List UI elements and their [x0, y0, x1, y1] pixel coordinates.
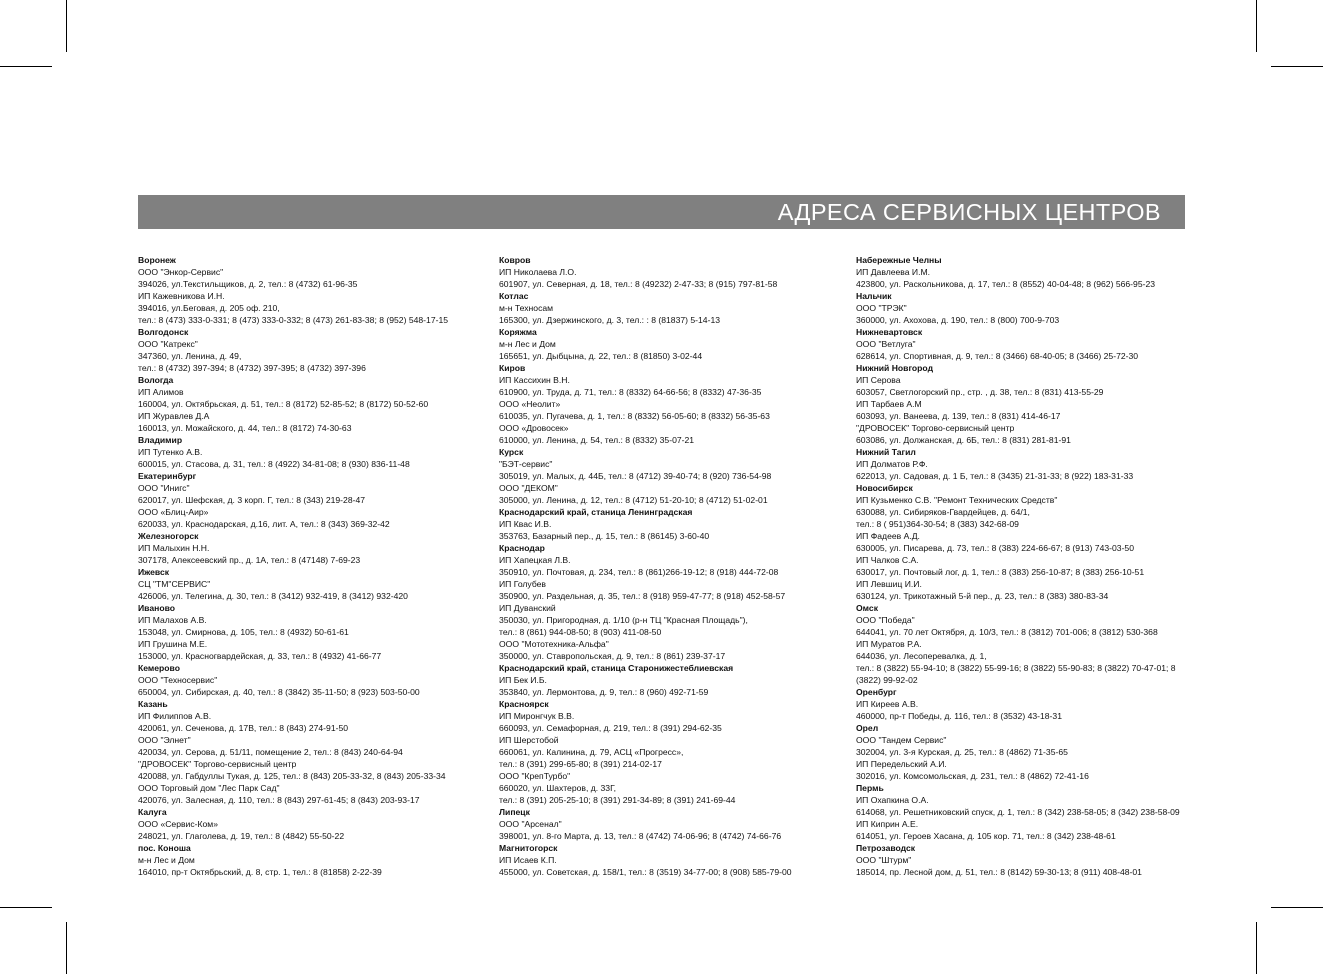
- address-line: ИП Филиппов А.В.: [138, 711, 212, 721]
- address-line: "БЭТ-сервис": [499, 459, 553, 469]
- address-line: 426006, ул. Телегина, д. 30, тел.: 8 (3412) 932-419, 8 (3412) 932-420: [138, 591, 408, 601]
- address-line: "ДРОВОСЕК" Торгово-сервисный центр: [138, 759, 297, 769]
- address-line: 650004, ул. Сибирская, д. 40, тел.: 8 (3842) 35-11-50; 8 (923) 503-50-00: [138, 687, 420, 697]
- address-line: 350000, ул. Ставропольская, д. 9, тел.: 8 (861) 239-37-17: [499, 651, 726, 661]
- address-line: 160004, ул. Октябрьская, д. 51, тел.: 8 (8172) 52-85-52; 8 (8172) 50-52-60: [138, 399, 429, 409]
- city-heading: Воронеж: [138, 255, 176, 265]
- city-heading: Киров: [499, 363, 526, 373]
- address-line: ИП Хапецкая Л.В.: [499, 555, 571, 565]
- address-line: 394026, ул.Текстильщиков, д. 2, тел.: 8 (4732) 61-96-35: [138, 279, 358, 289]
- crop-mark: [1271, 66, 1323, 67]
- address-line: ИП Передельский А.И.: [856, 759, 947, 769]
- city-heading: Екатеринбург: [138, 471, 197, 481]
- address-line: 394016, ул.Беговая, д. 205 оф. 210,: [138, 303, 280, 313]
- address-line: ИП Николаева Л.О.: [499, 267, 577, 277]
- address-line: ИП Тутенко А.В.: [138, 447, 203, 457]
- city-heading: Вологда: [138, 375, 174, 385]
- address-line: ООО "Арсенал": [499, 819, 562, 829]
- address-line: 610900, ул. Труда, д. 71, тел.: 8 (8332) 64-66-56; 8 (8332) 47-36-35: [499, 387, 762, 397]
- address-line: "ДРОВОСЕК" Торгово-сервисный центр: [856, 423, 1015, 433]
- address-line: ИП Малахов А.В.: [138, 615, 207, 625]
- city-heading: Котлас: [499, 291, 529, 301]
- address-line: тел.: 8 (391) 299-65-80; 8 (391) 214-02-17: [499, 759, 662, 769]
- address-line: м-н Лес и Дом: [499, 339, 556, 349]
- city-heading: Железногорск: [138, 531, 199, 541]
- address-line: ИП Кассихин В.Н.: [499, 375, 570, 385]
- address-line: ИП Охапкина О.А.: [856, 795, 929, 805]
- address-line: 185014, пр. Лесной дом, д. 51, тел.: 8 (8142) 59-30-13; 8 (911) 408-48-01: [856, 867, 1142, 877]
- city-heading: Коряжма: [499, 327, 537, 337]
- address-line: 305019, ул. Малых, д. 44Б, тел.: 8 (4712) 39-40-74; 8 (920) 736-54-98: [499, 471, 772, 481]
- city-heading: пос. Коноша: [138, 843, 191, 853]
- address-line: ИП Серова: [856, 375, 901, 385]
- address-line: ИП Дуванский: [499, 603, 556, 613]
- address-line: ИП Голубев: [499, 579, 546, 589]
- address-column-1: [138, 254, 448, 878]
- address-line: 165651, ул. Дыбцына, д. 22, тел.: 8 (81850) 3-02-44: [499, 351, 703, 361]
- address-line: ИП Алимов: [138, 387, 184, 397]
- city-heading: Краснодар: [499, 543, 545, 553]
- city-heading: Иваново: [138, 603, 175, 613]
- address-line: тел.: 8 (473) 333-0-331; 8 (473) 333-0-332; 8 (473) 261-83-38; 8 (952) 548-17-15: [138, 315, 449, 325]
- address-line: 420088, ул. Габдуллы Тукая, д. 125, тел.: 8 (843) 205-33-32, 8 (843) 205-33-34: [138, 771, 446, 781]
- address-line: 165300, ул. Дзержинского, д. 3, тел.: : 8 (81837) 5-14-13: [499, 315, 721, 325]
- address-line: 398001, ул. 8-го Марта, д. 13, тел.: 8 (4742) 74-06-96; 8 (4742) 74-66-76: [499, 831, 782, 841]
- city-heading: Ковров: [499, 255, 531, 265]
- page-title: АДРЕСА СЕРВИСНЫХ ЦЕНТРОВ: [777, 199, 1161, 225]
- address-line: 302016, ул. Комсомольская, д. 231, тел.: 8 (4862) 72-41-16: [856, 771, 1089, 781]
- address-line: 350030, ул. Пригородная, д. 1/10 (р-н ТЦ "Красная Площадь"),: [499, 615, 748, 625]
- city-heading: Краснодарский край, станица Ленинградская: [499, 507, 693, 517]
- address-line: 153048, ул. Смирнова, д. 105, тел.: 8 (4932) 50-61-61: [138, 627, 349, 637]
- address-line: 660093, ул. Семафорная, д. 219, тел.: 8 (391) 294-62-35: [499, 723, 722, 733]
- address-line: ИП Журавлев Д.А: [138, 411, 210, 421]
- city-heading: Казань: [138, 699, 168, 709]
- address-line: 644041, ул. 70 лет Октября, д. 10/3, тел.: 8 (3812) 701-006; 8 (3812) 530-368: [856, 627, 1158, 637]
- address-line: ООО "ТРЭК": [856, 303, 907, 313]
- address-line: 160013, ул. Можайского, д. 44, тел.: 8 (8172) 74-30-63: [138, 423, 352, 433]
- address-line: ИП Чалков С.А.: [856, 555, 919, 565]
- address-line: 614051, ул. Героев Хасана, д. 105 кор. 71, тел.: 8 (342) 238-48-61: [856, 831, 1116, 841]
- address-line: ИП Тарбаев А.М: [856, 399, 922, 409]
- address-line: 420061, ул. Сеченова, д. 17В, тел.: 8 (843) 274-91-50: [138, 723, 349, 733]
- crop-mark: [1271, 907, 1323, 908]
- address-line: ИП Бек И.Б.: [499, 675, 547, 685]
- address-line: 630088, ул. Сибиряков-Гвардейцев, д. 64/1,: [856, 507, 1030, 517]
- city-heading: Омск: [856, 603, 879, 613]
- address-line: 302004, ул. 3-я Курская, д. 25, тел.: 8 (4862) 71-35-65: [856, 747, 1068, 757]
- address-line: 350910, ул. Почтовая, д. 234, тел.: 8 (861)266-19-12; 8 (918) 444-72-08: [499, 567, 779, 577]
- city-heading: Волгодонск: [138, 327, 189, 337]
- address-line: ООО "Победа": [856, 615, 915, 625]
- crop-mark: [66, 922, 67, 974]
- address-line: 603057, Светлогорский пр., стр. , д. 38, тел.: 8 (831) 413-55-29: [856, 387, 1104, 397]
- address-line: 353763, Базарный пер., д. 15, тел.: 8 (86145) 3-60-40: [499, 531, 710, 541]
- address-line: (3822) 99-92-02: [856, 675, 918, 685]
- address-line: 350900, ул. Раздельная, д. 35, тел.: 8 (918) 959-47-77; 8 (918) 452-58-57: [499, 591, 786, 601]
- crop-mark: [0, 907, 52, 908]
- address-line: ООО "Штурм": [856, 855, 912, 865]
- address-line: 660061, ул. Калинина, д. 79, АСЦ «Прогресс»,: [499, 747, 684, 757]
- address-line: тел.: 8 (3822) 55-94-10; 8 (3822) 55-99-16; 8 (3822) 55-90-83; 8 (3822) 70-47-01; 8: [856, 663, 1176, 673]
- address-line: 628614, ул. Спортивная, д. 9, тел.: 8 (3466) 68-40-05; 8 (3466) 25-72-30: [856, 351, 1139, 361]
- address-line: тел.: 8 ( 951)364-30-54; 8 (383) 342-68-09: [856, 519, 1019, 529]
- crop-mark: [66, 0, 67, 52]
- city-heading: Владимир: [138, 435, 183, 445]
- city-heading: Нижний Тагил: [856, 447, 916, 457]
- address-line: ИП Киреев А.В.: [856, 699, 919, 709]
- address-column-3: [856, 254, 1180, 878]
- address-line: ИП Квас И.В.: [499, 519, 552, 529]
- address-line: ИП Киприн А.Е.: [856, 819, 919, 829]
- crop-mark: [1256, 0, 1257, 52]
- address-line: ООО «Неолит»: [499, 399, 561, 409]
- address-line: 603093, ул. Ванеева, д. 139, тел.: 8 (831) 414-46-17: [856, 411, 1061, 421]
- address-line: ООО "Элнет": [138, 735, 191, 745]
- address-line: 630005, ул. Писарева, д. 73, тел.: 8 (383) 224-66-67; 8 (913) 743-03-50: [856, 543, 1134, 553]
- address-line: м-н Лес и Дом: [138, 855, 195, 865]
- address-line: ООО Торговый дом "Лес Парк Сад": [138, 783, 280, 793]
- address-line: 307178, Алексеевский пр., д. 1А, тел.: 8 (47148) 7-69-23: [138, 555, 361, 565]
- address-line: 305000, ул. Ленина, д. 12, тел.: 8 (4712) 51-20-10; 8 (4712) 51-02-01: [499, 495, 768, 505]
- city-heading: Кемерово: [138, 663, 180, 673]
- address-line: 610035, ул. Пугачева, д. 1, тел.: 8 (8332) 56-05-60; 8 (8332) 56-35-63: [499, 411, 770, 421]
- address-line: ООО "Энкор-Сервис": [138, 267, 224, 277]
- address-line: 603086, ул. Должанская, д. 6Б, тел.: 8 (831) 281-81-91: [856, 435, 1071, 445]
- address-line: ИП Давлеева И.М.: [856, 267, 931, 277]
- address-line: 248021, ул. Глаголева, д. 19, тел.: 8 (4842) 55-50-22: [138, 831, 345, 841]
- address-line: 455000, ул. Советская, д. 158/1, тел.: 8 (3519) 34-77-00; 8 (908) 585-79-00: [499, 867, 792, 877]
- city-heading: Пермь: [856, 783, 884, 793]
- address-line: 610000, ул. Ленина, д. 54, тел.: 8 (8332) 35-07-21: [499, 435, 695, 445]
- address-line: ООО «Сервис-Ком»: [138, 819, 218, 829]
- city-heading: Нижний Новгород: [856, 363, 934, 373]
- crop-mark: [1256, 922, 1257, 974]
- address-line: 660020, ул. Шахтеров, д. 33Г,: [499, 783, 617, 793]
- address-line: ООО "Мототехника-Альфа": [499, 639, 609, 649]
- address-line: ИП Миронгчук В.В.: [499, 711, 575, 721]
- address-line: ООО "Техносервис": [138, 675, 218, 685]
- city-heading: Оренбург: [856, 687, 897, 697]
- address-line: ООО "Тандем Сервис": [856, 735, 947, 745]
- address-line: ИП Малыхин Н.Н.: [138, 543, 210, 553]
- address-line: ООО "ДЕКОМ": [499, 483, 558, 493]
- city-heading: Краснодарский край, станица Старонижестеблиевская: [499, 663, 734, 673]
- section-header-bar: [138, 195, 1185, 229]
- address-line: 622013, ул. Садовая, д. 1 Б, тел.: 8 (3435) 21-31-33; 8 (922) 183-31-33: [856, 471, 1134, 481]
- address-line: 353840, ул. Лермонтова, д. 9, тел.: 8 (960) 492-71-59: [499, 687, 709, 697]
- address-line: 600015, ул. Стасова, д. 31, тел.: 8 (4922) 34-81-08; 8 (930) 836-11-48: [138, 459, 410, 469]
- address-line: ООО «Дровосек»: [499, 423, 569, 433]
- address-line: 630124, ул. Трикотажный 5-й пер., д. 23, тел.: 8 (383) 380-83-34: [856, 591, 1109, 601]
- address-line: 164010, пр-т Октябрьский, д. 8, стр. 1, тел.: 8 (81858) 2-22-39: [138, 867, 382, 877]
- address-line: 644036, ул. Лесоперевалка, д. 1,: [856, 651, 987, 661]
- city-heading: Петрозаводск: [856, 843, 916, 853]
- address-line: тел.: 8 (861) 944-08-50; 8 (903) 411-08-50: [499, 627, 662, 637]
- address-line: 614068, ул. Решетниковский спуск, д. 1, тел.: 8 (342) 238-58-05; 8 (342) 238-58-09: [856, 807, 1180, 817]
- address-line: ИП Левшиц И.И.: [856, 579, 922, 589]
- city-heading: Красноярск: [499, 699, 549, 709]
- city-heading: Калуга: [138, 807, 167, 817]
- address-line: 153000, ул. Красногвардейская, д. 33, тел.: 8 (4932) 41-66-77: [138, 651, 382, 661]
- address-line: ИП Шерстобой: [499, 735, 559, 745]
- address-line: 620033, ул. Краснодарская, д.16, лит. А, тел.: 8 (343) 369-32-42: [138, 519, 390, 529]
- address-line: ООО "КрепТурбо": [499, 771, 571, 781]
- address-line: 347360, ул. Ленина, д. 49,: [138, 351, 242, 361]
- address-line: тел.: 8 (4732) 397-394; 8 (4732) 397-395; 8 (4732) 397-396: [138, 363, 366, 373]
- address-line: СЦ "ТМ"СЕРВИС": [138, 579, 211, 589]
- address-column-2: [499, 254, 792, 878]
- city-heading: Магнитогорск: [499, 843, 558, 853]
- address-line: ИП Грушина М.Е.: [138, 639, 208, 649]
- address-line: ИП Фадеев А.Д.: [856, 531, 920, 541]
- address-line: 620017, ул. Шефская, д. 3 корп. Г, тел.: 8 (343) 219-28-47: [138, 495, 366, 505]
- address-line: ООО "Инигс": [138, 483, 190, 493]
- address-line: 460000, пр-т Победы, д. 116, тел.: 8 (3532) 43-18-31: [856, 711, 1062, 721]
- address-line: ООО «Блиц-Аир»: [138, 507, 209, 517]
- address-line: 601907, ул. Северная, д. 18, тел.: 8 (49232) 2-47-33; 8 (915) 797-81-58: [499, 279, 778, 289]
- address-line: ИП Муратов Р.А.: [856, 639, 922, 649]
- city-heading: Курск: [499, 447, 524, 457]
- address-line: ИП Исаев К.П.: [499, 855, 557, 865]
- address-line: ИП Кажевникова И.Н.: [138, 291, 225, 301]
- address-line: 420076, ул. Залесная, д. 110, тел.: 8 (843) 297-61-45; 8 (843) 203-93-17: [138, 795, 420, 805]
- address-line: ООО "Катрекс": [138, 339, 198, 349]
- address-line: 423800, ул. Раскольникова, д. 17, тел.: 8 (8552) 40-04-48; 8 (962) 566-95-23: [856, 279, 1156, 289]
- city-heading: Орел: [856, 723, 879, 733]
- address-line: 420034, ул. Серова, д. 51/11, помещение 2, тел.: 8 (843) 240-64-94: [138, 747, 403, 757]
- address-line: ООО "Ветлуга": [856, 339, 916, 349]
- address-line: ИП Долматов Р.Ф.: [856, 459, 928, 469]
- address-line: 360000, ул. Ахохова, д. 190, тел.: 8 (800) 700-9-703: [856, 315, 1060, 325]
- address-line: м-н Техносам: [499, 303, 554, 313]
- city-heading: Новосибирск: [856, 483, 913, 493]
- address-line: 630017, ул. Почтовый лог, д. 1, тел.: 8 (383) 256-10-87; 8 (383) 256-10-51: [856, 567, 1145, 577]
- city-heading: Нальчик: [856, 291, 892, 301]
- city-heading: Нижневартовск: [856, 327, 923, 337]
- city-heading: Липецк: [499, 807, 530, 817]
- crop-mark: [0, 66, 52, 67]
- address-line: ИП Кузьменко С.В. "Ремонт Технических Средств": [856, 495, 1058, 505]
- city-heading: Набережные Челны: [856, 255, 942, 265]
- city-heading: Ижевск: [138, 567, 170, 577]
- address-line: тел.: 8 (391) 205-25-10; 8 (391) 291-34-89; 8 (391) 241-69-44: [499, 795, 736, 805]
